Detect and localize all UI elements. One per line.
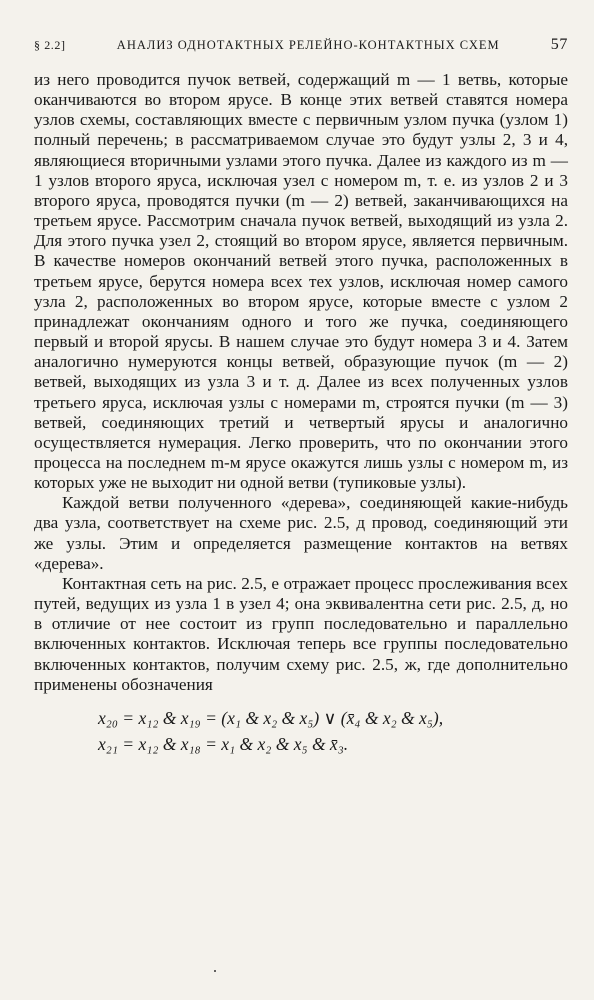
formula-block: [98, 705, 568, 757]
book-page: [34, 36, 568, 757]
print-speck: [214, 970, 216, 972]
paragraph-2: Каждой ветви полученного «дерева», соединяющей какие-нибудь два узла, соответствует на схеме рис. 2.5, д провод, соединяющий эти же узлы. Этим и определяется размещение контактов на ветвях «дерева».: [34, 493, 568, 573]
paragraph-1: из него проводится пучок ветвей, содержащий m — 1 ветвь, которые оканчиваются во втором ярусе. В конце этих ветвей ставятся номера узлов схемы, составляющих вместе с первичным узлом пучка (узлом 1) полный перечень; в рассматриваемом случае это будут узлы 2, 3 и 4, являющиеся вторичными узлами этого пучка. Далее из каждого из m — 1 узлов второго яруса, исключая узел с номером m, т. е. из узлов 2 и 3 второго яруса, проводятся пучки (m — 2) ветвей, заканчивающихся на третьем ярусе. Рассмотрим сначала пучок ветвей, выходящий из узла 2. Для этого пучка узел 2, стоящий во втором ярусе, является первичным. В качестве номеров окончаний ветвей этого пучка, расположенных в третьем ярусе, берутся номера всех тех узлов, исключая номер самого узла 2, расположенных во втором ярусе, которые вместе с узлом 2 принадлежат окончаниям одного и того же пучка, соединяющего первый и второй ярусы. В нашем случае это будут номера 3 и 4. Затем аналогично нумеруются концы ветвей, образующие пучок (m — 2) ветвей, выходящих из узла 3 и т. д. Далее из всех полученных узлов третьего яруса, исключая узлы с номерами m, строятся пучки (m — 3) ветвей, соединяющих третий и четвертый ярусы и аналогично осуществляется нумерация. Легко проверить, что по окончании этого процесса на последнем m-м ярусе окажутся лишь узлы с номером m, из которых уже не выходит ни одной ветви (тупиковые узлы).: [34, 70, 568, 493]
running-header: [34, 36, 568, 58]
page-number: 57: [550, 36, 568, 53]
body-text: [34, 70, 568, 695]
paragraph-3: Контактная сеть на рис. 2.5, е отражает процесс прослеживания всех путей, ведущих из узла 1 в узел 4; она эквивалентна сети рис. 2.5, д, но в отличие от нее состоит из групп последовательно и параллельно включенных контактов. Исключая теперь все группы последовательно включенных контактов, получим схему рис. 2.5, ж, где дополнительно применены обозначения: [34, 573, 568, 694]
formula-x20: x₂₀ = x₁₂ & x₁₉ = (x₁ & x₂ & x₅) ∨ (x̄₄ & x₂ & x₅),: [98, 707, 444, 728]
section-reference: § 2.2]: [34, 38, 66, 52]
formula-x21: x₂₁ = x₁₂ & x₁₈ = x₁ & x₂ & x₅ & x̄₃.: [98, 733, 349, 754]
chapter-title: АНАЛИЗ ОДНОТАКТНЫХ РЕЛЕЙНО-КОНТАКТНЫХ СХЕМ: [116, 38, 500, 52]
